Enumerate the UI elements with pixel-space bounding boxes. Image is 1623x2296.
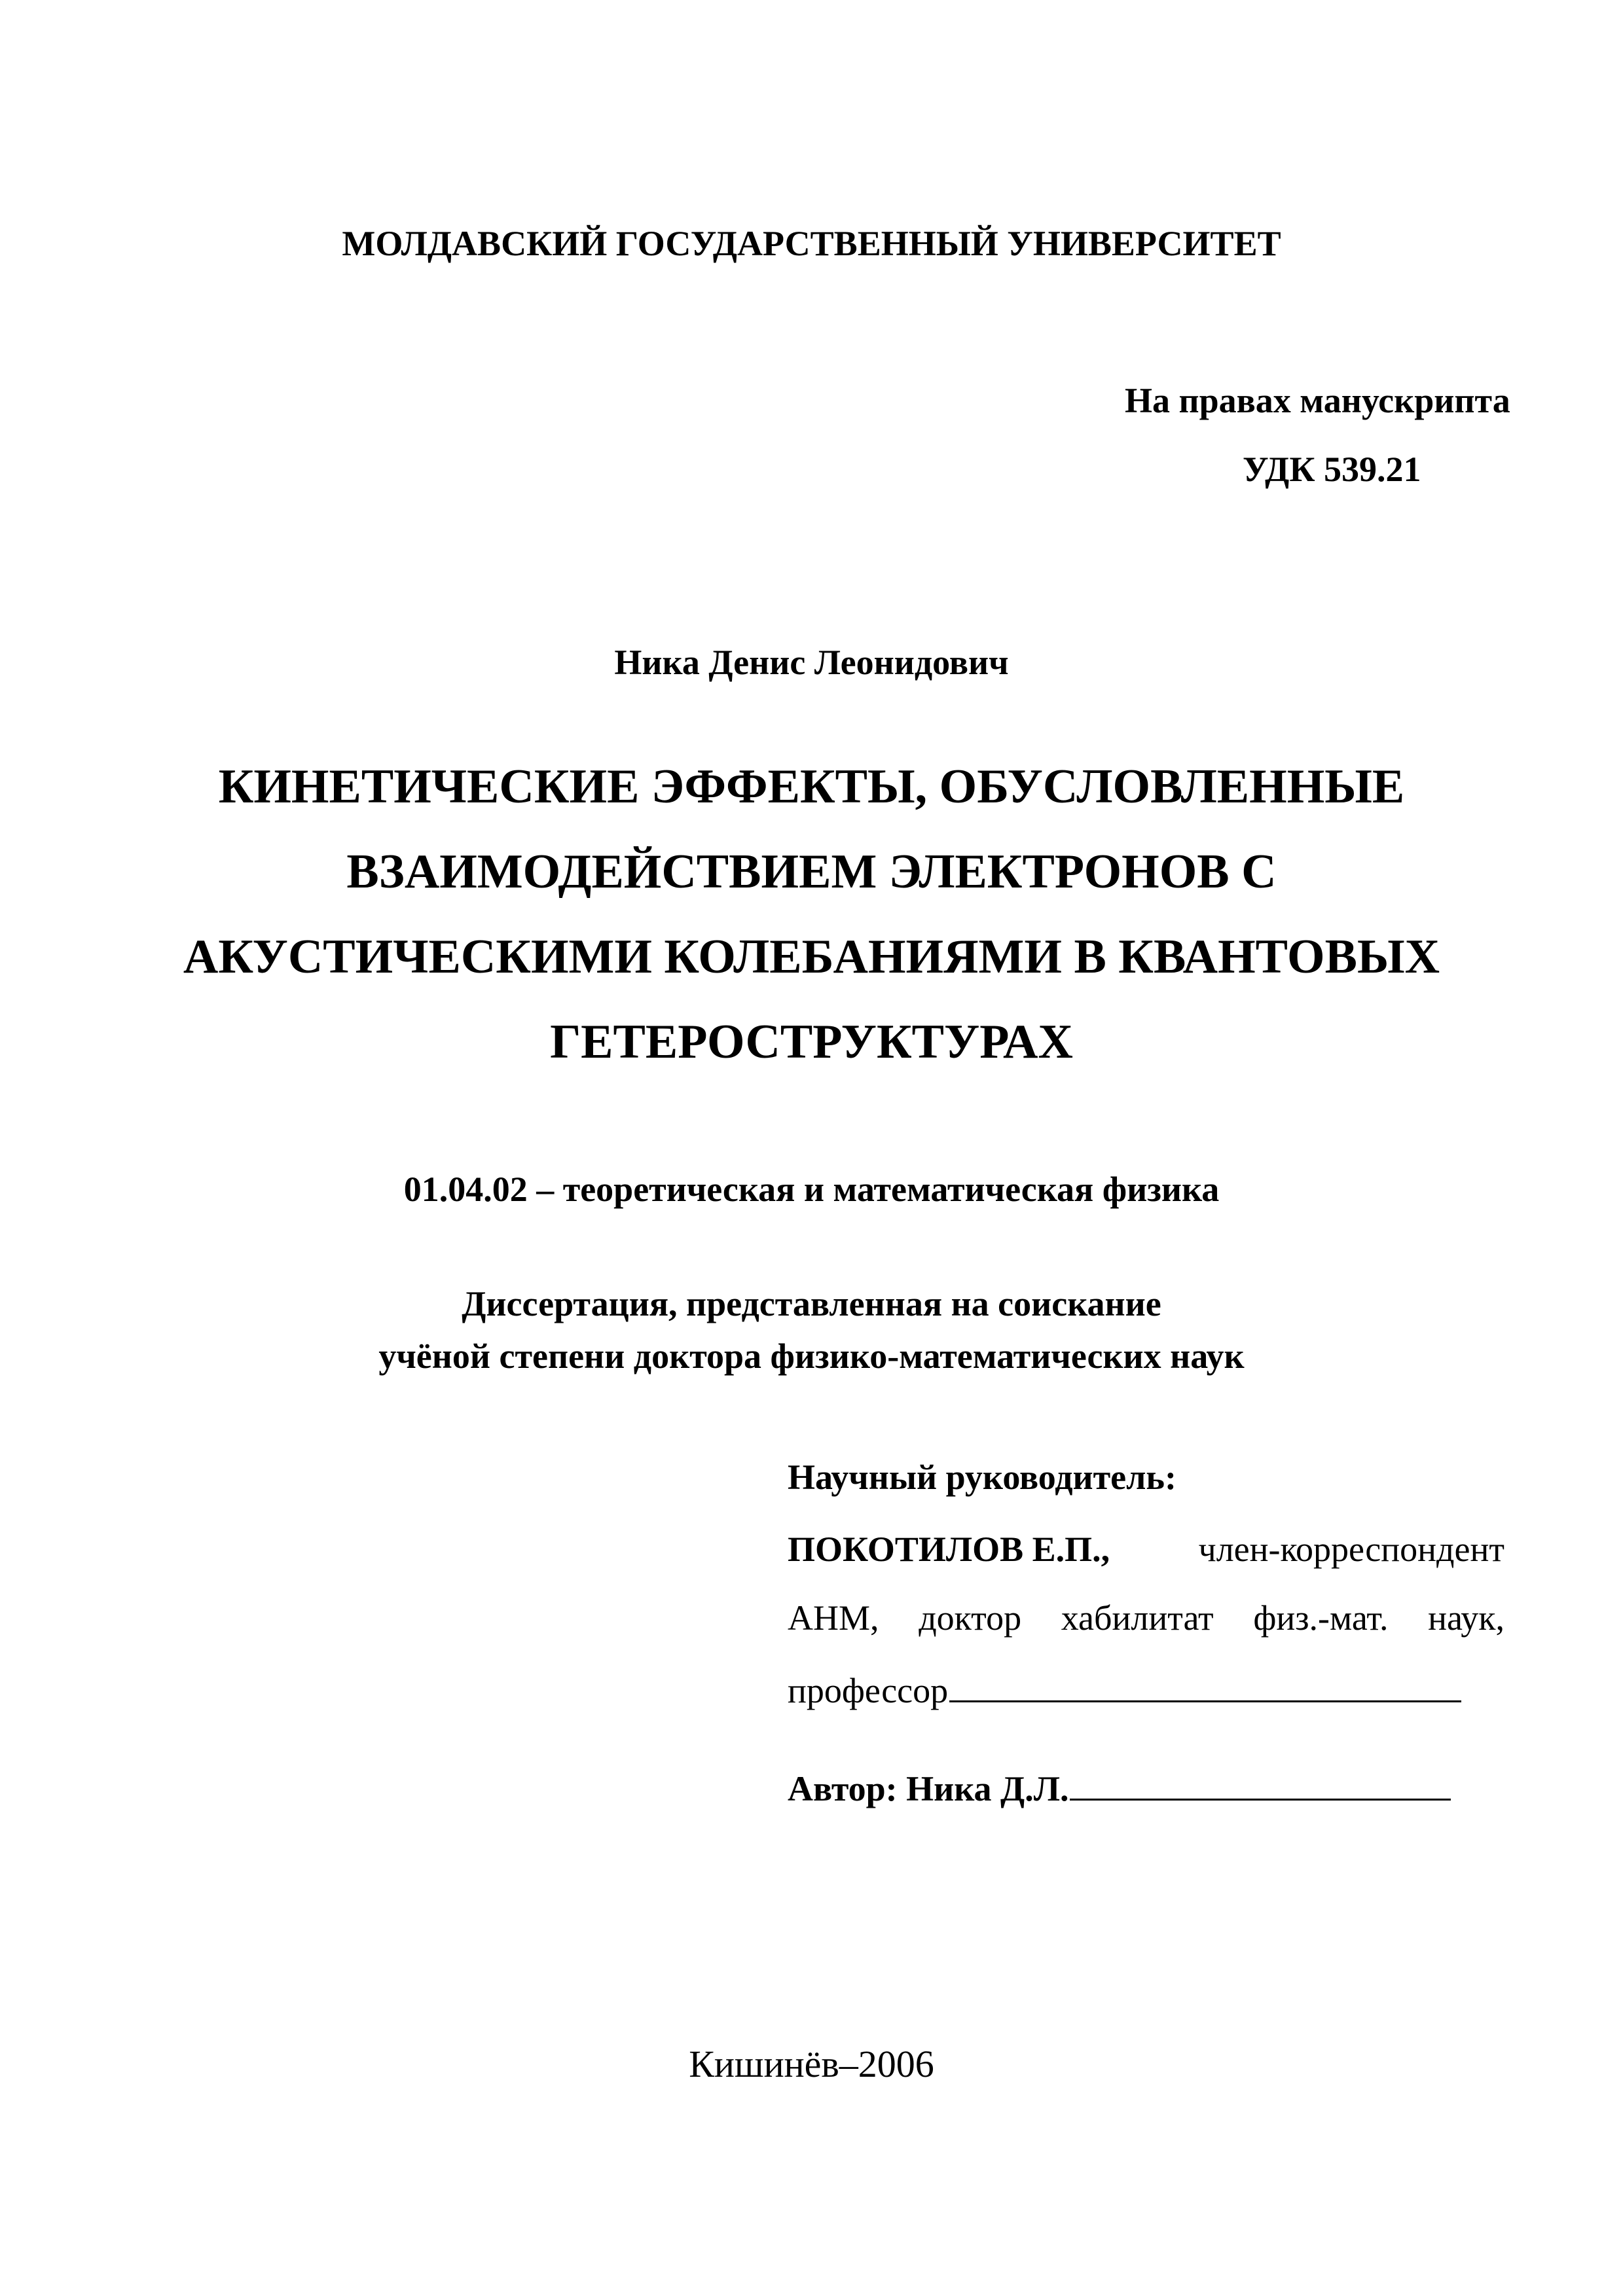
supervisor-signature-line (788, 1669, 1504, 1708)
title-line-4: ГЕТЕРОСТРУКТУРАХ (550, 1015, 1073, 1069)
university-name: МОЛДАВСКИЙ ГОСУДАРСТВЕННЫЙ УНИВЕРСИТЕТ (342, 224, 1281, 263)
supervisor-title-word: АНМ, (788, 1598, 879, 1638)
supervisor-title-part1: член-корреспондент (1198, 1530, 1504, 1569)
supervisor-name-line (788, 1532, 1504, 1567)
supervisor-name: ПОКОТИЛОВ Е.П., (788, 1530, 1110, 1569)
supervisor-title-word: физ.-мат. (1253, 1598, 1389, 1638)
title-line-2: ВЗАИМОДЕЙСТВИЕМ ЭЛЕКТРОНОВ С (346, 845, 1277, 899)
specialty-code: 01.04.02 – теоретическая и математическая физика (403, 1170, 1220, 1209)
title-line-3: АКУСТИЧЕСКИМИ КОЛЕБАНИЯМИ В КВАНТОВЫХ (183, 930, 1440, 984)
supervisor-title-part3: профессор (788, 1671, 949, 1710)
city-year: Кишинёв–2006 (689, 2043, 934, 2085)
dissertation-line-1: Диссертация, представленная на соискание (462, 1284, 1161, 1323)
supervisor-title-word: хабилитат (1061, 1598, 1214, 1638)
udk-code: УДК 539.21 (1243, 450, 1421, 489)
supervisor-signature-blank (949, 1669, 1461, 1702)
author-signature-line (788, 1767, 1504, 1806)
author-signature-label: Автор: Ника Д.Л. (788, 1769, 1069, 1808)
supervisor-title-word: наук, (1428, 1598, 1504, 1638)
supervisor-label: Научный руководитель: (788, 1458, 1176, 1497)
dissertation-line-2: учёной степени доктора физико-математических наук (378, 1336, 1245, 1376)
supervisor-title-word: доктор (919, 1598, 1022, 1638)
manuscript-note: На правах манускрипта (1125, 381, 1510, 420)
author-signature-blank (1070, 1767, 1451, 1801)
supervisor-title-line (788, 1600, 1504, 1636)
title-line-1: КИНЕТИЧЕСКИЕ ЭФФЕКТЫ, ОБУСЛОВЛЕННЫЕ (218, 760, 1405, 814)
author-full-name: Ника Денис Леонидович (614, 643, 1009, 682)
